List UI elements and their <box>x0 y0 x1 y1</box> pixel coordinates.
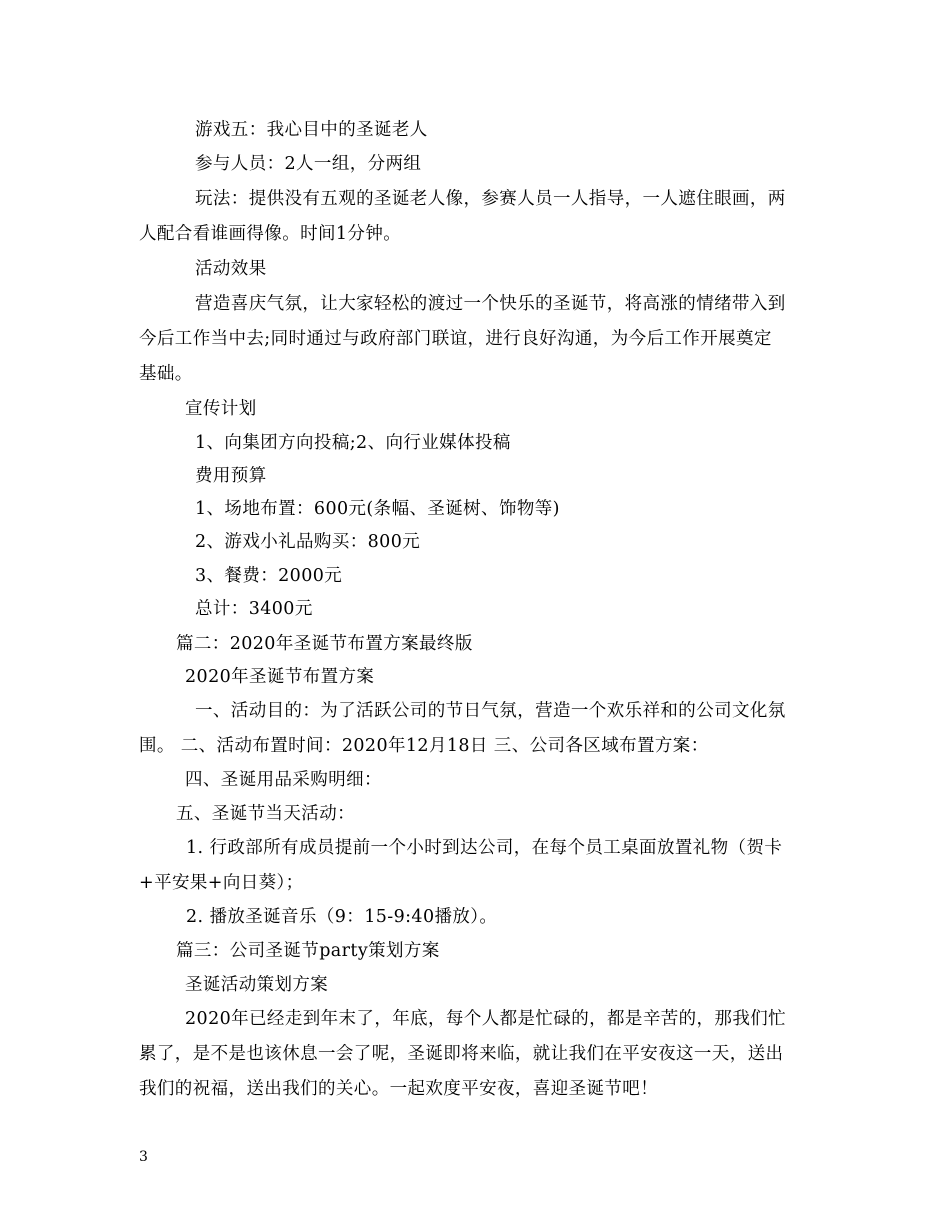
text-line: 玩法：提供没有五观的圣诞老人像，参赛人员一人指导，一人遮住眼画，两 <box>195 189 786 209</box>
text-line: 2、游戏小礼品购买：800元 <box>195 532 421 552</box>
text-line: 五、圣诞节当天活动： <box>176 804 355 824</box>
text-line: 费用预算 <box>195 466 267 486</box>
text-line: 基础。 <box>139 364 193 384</box>
text-line: 3、餐费：2000元 <box>195 566 343 586</box>
text-line: 四、圣诞用品采购明细： <box>185 770 382 790</box>
text-line: 2020年已经走到年末了，年底，每个人都是忙碌的，都是辛苦的，那我们忙 <box>185 1009 787 1029</box>
text-line: 人配合看谁画得像。时间1分钟。 <box>139 224 402 244</box>
text-line: 篇三：公司圣诞节party策划方案 <box>176 941 440 961</box>
text-line: 累了，是不是也该休息一会了呢，圣诞即将来临，就让我们在平安夜这一天，送出 <box>139 1044 784 1064</box>
text-line: 总计：3400元 <box>195 599 313 619</box>
text-line: 我们的祝福，送出我们的关心。一起欢度平安夜，喜迎圣诞节吧！ <box>139 1079 659 1099</box>
text-line: 一、活动目的：为了活跃公司的节日气氛，营造一个欢乐祥和的公司文化氛 <box>195 701 786 721</box>
text-line: 1. 行政部所有成员提前一个小时到达公司，在每个员工桌面放置礼物（贺卡 <box>186 838 783 858</box>
text-line: 1、向集团方向投稿;2、向行业媒体投稿 <box>195 433 511 453</box>
text-line: 活动效果 <box>195 259 267 279</box>
text-line: 2. 播放圣诞音乐（9：15-9:40播放）。 <box>186 907 498 927</box>
text-line: 游戏五：我心目中的圣诞老人 <box>195 120 428 140</box>
text-line: +平安果+向日葵）； <box>139 873 304 893</box>
text-line: 今后工作当中去;同时通过与政府部门联谊，进行良好沟通，为今后工作开展奠定 <box>139 329 772 349</box>
page-number: 3 <box>139 1149 148 1165</box>
text-line: 参与人员：2人一组，分两组 <box>195 154 422 174</box>
text-line: 篇二：2020年圣诞节布置方案最终版 <box>176 634 473 654</box>
text-line: 营造喜庆气氛，让大家轻松的渡过一个快乐的圣诞节，将高涨的情绪带入到 <box>195 294 786 314</box>
text-line: 1、场地布置：600元(条幅、圣诞树、饰物等) <box>195 499 560 519</box>
text-line: 2020年圣诞节布置方案 <box>185 667 375 687</box>
text-line: 宣传计划 <box>185 399 257 419</box>
text-line: 围。 二、活动布置时间：2020年12月18日 三、公司各区域布置方案： <box>139 736 709 756</box>
text-line: 圣诞活动策划方案 <box>185 975 329 995</box>
